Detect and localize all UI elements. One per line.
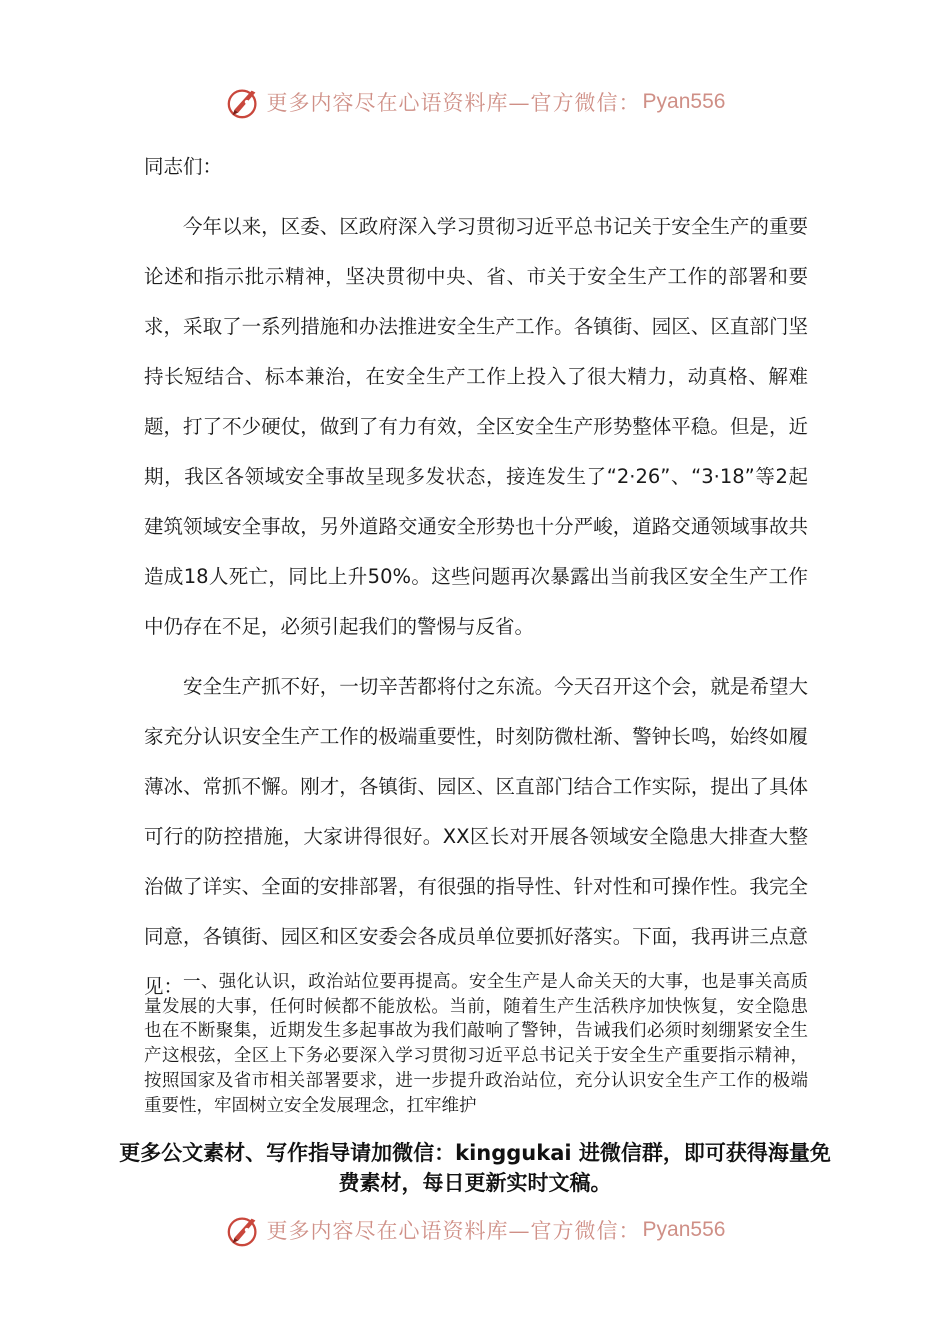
promo-banner: 更多公文素材、写作指导请加微信：kinggukai 进微信群，即可获得海量免费素材，每日更新实时文稿。: [119, 1141, 831, 1195]
watermark-handle: Pyan556: [642, 90, 726, 113]
watermark-text: 更多内容尽在心语资料库—官方微信：: [266, 91, 641, 115]
paragraph-3: 一、强化认识，政治站位要再提高。安全生产是人命关天的大事，也是事关高质量发展的大事，任何时候都不能放松。当前，随着生产生活秩序加快恢复，安全隐患也在不断聚集，近期发生多起事故为我们敲响了警钟，告诫我们必须时刻绷紧安全生产这根弦，全区上下务必要深入学习贯彻习近平总书记关于安全生产重要指示精神，按照国家及省市相关部署要求，进一步提升政治站位，充分认识安全生产工作的极端重要性，牢固树立安全发展理念，扛牢维护: [144, 972, 808, 1116]
watermark-footer: [0, 1208, 950, 1252]
salutation: 同志们：: [144, 155, 223, 178]
watermark-handle: Pyan556: [642, 1218, 726, 1241]
pen-circle-logo-icon: [225, 83, 263, 121]
watermark-header: [0, 80, 950, 124]
paragraph-1: 今年以来，区委、区政府深入学习贯彻习近平总书记关于安全生产的重要论述和指示批示精神，坚决贯彻中央、省、市关于安全生产工作的部署和要求，采取了一系列措施和办法推进安全生产工作。各镇街、园区、区直部门坚持长短结合、标本兼治，在安全生产工作上投入了很大精力，动真格、解难题，打了不少硬仗，做到了有力有效，全区安全生产形势整体平稳。但是，近期，我区各领域安全事故呈现多发状态，接连发生了“2·26”、“3·18”等2起建筑领域安全事故，另外道路交通安全形势也十分严峻，道路交通领域事故共造成18人死亡，同比上升50%。这些问题再次暴露出当前我区安全生产工作中仍存在不足，必须引起我们的警惕与反省。: [144, 215, 808, 638]
pen-circle-logo-icon: [225, 1211, 263, 1249]
paragraph-2: 安全生产抓不好，一切辛苦都将付之东流。今天召开这个会，就是希望大家充分认识安全生产工作的极端重要性，时刻防微杜渐、警钟长鸣，始终如履薄冰、常抓不懈。刚才，各镇街、园区、区直部门结合工作实际，提出了具体可行的防控措施，大家讲得很好。XX区长对开展各领域安全隐患大排查大整治做了详实、全面的安排部署，有很强的指导性、针对性和可操作性。我完全同意，各镇街、园区和区安委会各成员单位要抓好落实。下面，我再讲三点意见：: [144, 675, 808, 998]
watermark-text: 更多内容尽在心语资料库—官方微信：: [266, 1219, 641, 1243]
